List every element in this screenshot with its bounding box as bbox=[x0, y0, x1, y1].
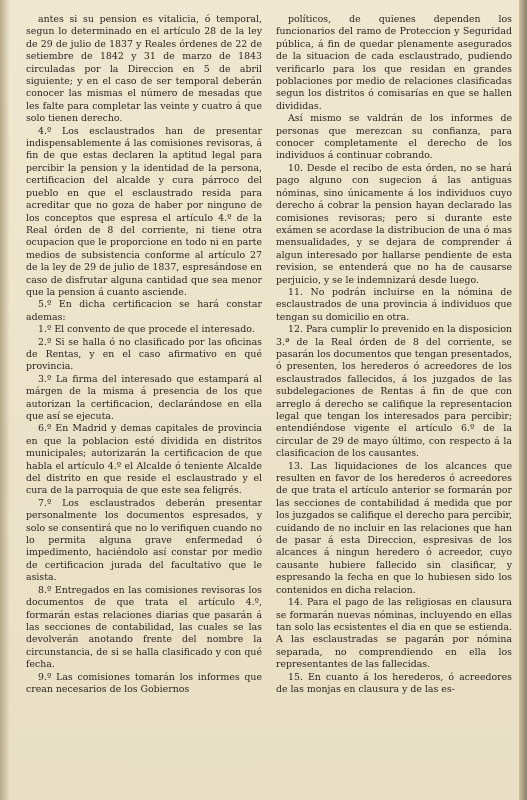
paragraph: antes si su pension es vitalicia, ó temporal, segun lo determinado en el artículo 28 de la ley de 29 de julio de 1837 y Reales órdenes de 22 de setiembre de 1842 y 31 de marzo de 1843 circuladas por la Direccion en 5 de abril siguiente; y en el caso de ser temporal deberán conocer las mismas el número de mesadas que les falte para completar las veinte y cuatro á que solo tienen derecho. bbox=[26, 14, 262, 125]
paragraph: 12. Para cumplir lo prevenido en la disposicion 3.ª de la Real órden de 8 del corriente, se pasarán los documentos que tengan presentados, ó presenten, los herederos ó acreedores de los esclaustrados fallecidos, á los juzgados de las subdelegaciones de Rentas á fin de que con arreglo á derecho se califique la representacion legal que tengan los interesados para percibir; entendiéndose vigente el artículo 6.º de la circular de 29 de mayo último, con respecto á la clasificacion de los causantes. bbox=[276, 324, 512, 460]
paragraph: 5.º En dicha certificacion se hará constar ademas: bbox=[26, 299, 262, 323]
paragraph: 10. Desde el recibo de esta órden, no se hará pago alguno con sugecion á las antiguas nóminas, sino únicamente á los individuos cuyo derecho á cobrar la pension hayan declarado las comisiones revisoras; pero si durante este exámen se acordase la distribucion de una ó mas mensualidades, y se dejara de comprender á algun interesado por hallarse pendiente de esta revision, se entenderá que no ha de causarse perjuicio, y se le indemnizará desde luego. bbox=[276, 162, 512, 286]
paragraph: 9.º Las comisiones tomarán los informes que crean necesarios de los Gobiernos bbox=[26, 671, 262, 695]
text-columns bbox=[26, 14, 513, 780]
right-column bbox=[276, 14, 512, 780]
paragraph: 6.º En Madrid y demas capitales de provincia en que la poblacion esté dividida en distritos municipales; autorizarán la certificacion de que habla el artículo 4.º el Alcalde ó teniente Alcalde del distrito en que reside el esclaustrado y el cura de la parroquia de que este sea feligrés. bbox=[26, 423, 262, 497]
paragraph: Así mismo se valdrán de los informes de personas que merezcan su confianza, para conocer completamente el derecho de los individuos á continuar cobrando. bbox=[276, 113, 512, 162]
left-column bbox=[26, 14, 262, 780]
paragraph: 11. No podrán incluirse en la nómina de esclaustrados de una provincia á individuos que tengan su domicilio en otra. bbox=[276, 286, 512, 323]
paragraph: políticos, de quienes dependen los funcionarios del ramo de Proteccion y Seguridad pública, á fin de quedar plenamente asegurados de la situacion de cada esclaustrado, pudiendo verificarlo para los que residan en grandes poblaciones por medio de relaciones clasificadas segun los distritos ó comisarías en que se hallen divididas. bbox=[276, 14, 512, 112]
paragraph: 7.º Los esclaustrados deberán presentar personalmente los documentos espresados, y solo se consentirá que no lo verifiquen cuando no lo permita alguna grave enfermedad ó impedimento, haciéndolo así constar por medio de certificacion jurada del facultativo que le asista. bbox=[26, 497, 262, 584]
binding-shadow bbox=[0, 0, 10, 800]
page-edge bbox=[519, 0, 527, 800]
paragraph: 8.º Entregados en las comisiones revisoras los documentos de que trata el artículo 4.º, formarán estas relaciones diarias que pasarán á las secciones de contabilidad, las cuales se las devolverán anotando frente del nombre la circunstancia, de si se halla clasificado y con qué fecha. bbox=[26, 584, 262, 671]
paragraph: 13. Las liquidaciones de los alcances que resulten en favor de los herederos ó acreedores de que trata el artículo anterior se formarán por las secciones de contabilidad á medida que por los juzgados se califique el derecho para percibir, cuidando de no incluir en las relaciones que han de pasar á esta Direccion, espresivas de los alcances á ningun heredero ó acreedor, cuyo causante hubiere fallecido sin clasificar, y espresando la fecha en que lo hubiesen sido los contenidos en dicha relacion. bbox=[276, 460, 512, 596]
paragraph: 15. En cuanto á los herederos, ó acreedores de las monjas en clausura y de las es- bbox=[276, 671, 512, 695]
paragraph: 1.º El convento de que procede el interesado. bbox=[38, 324, 255, 336]
paragraph: 4.º Los esclaustrados han de presentar indispensablemente á las comisiones revisoras, á fin de que estas declaren la aptitud legal para percibir la pension y la identidad de la persona, certificacion del alcalde y cura párroco del pueblo en que el esclaustrado resida para acreditar que no goza de haber por ninguno de los conceptos que espresa el artículo 4.º de la Real órden de 8 del corriente, ni tiene otra ocupacion que le proporcione en todo ni en parte medios de subsistencia conforme al artículo 27 de la ley de 29 de julio de 1837, espresándose en caso de disfrutar alguna cantidad que sea menor que la pension á cuanto asciende. bbox=[26, 125, 262, 298]
paragraph: 2.º Si se halla ó no clasificado por las oficinas de Rentas, y en el caso afirmativo en qué provincia. bbox=[26, 336, 262, 373]
paragraph: 3.º La firma del interesado que estampará al márgen de la misma á presencia de los que autorizan la certificacion, declarándose en ella que así se ejecuta. bbox=[26, 373, 262, 422]
paragraph: 14. Para el pago de las religiosas en clausura se formarán nuevas nóminas, incluyendo en ellas tan solo las ecsistentes el dia en que se estienda. A las esclaustradas se pagarán por nómina separada, no comprendiendo en ella los representantes de las fallecidas. bbox=[276, 597, 512, 671]
